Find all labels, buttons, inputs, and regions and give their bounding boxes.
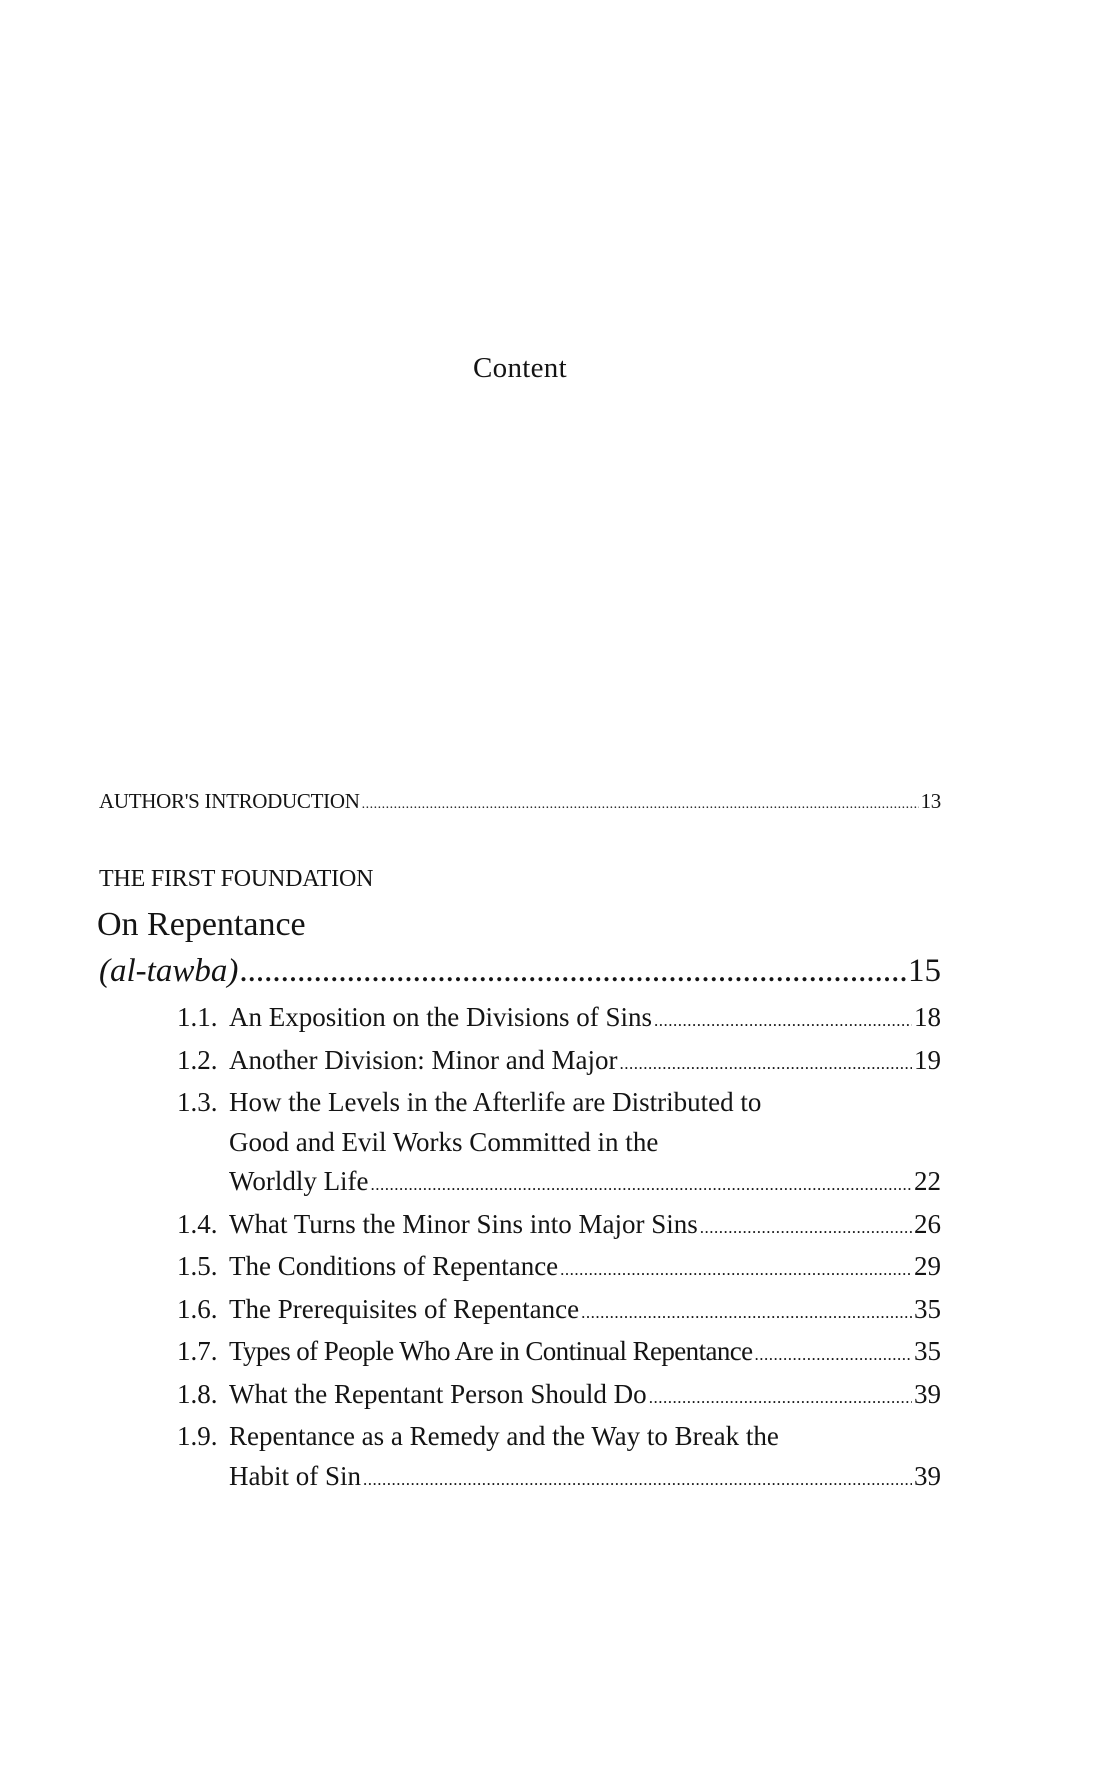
toc-entry-number: 1.5. <box>177 1251 218 1281</box>
toc-entry-1-4[interactable] <box>177 1205 941 1248</box>
section-term: (al-tawba) <box>99 953 239 989</box>
toc-entry-1-1[interactable] <box>177 998 941 1041</box>
toc-page-number: 13 <box>920 789 941 813</box>
toc-entry-label: AUTHOR'S INTRODUCTION <box>99 789 360 813</box>
toc-page-number: 29 <box>914 1251 941 1281</box>
section-heading: On Repentance <box>97 906 306 943</box>
toc-entry-number: 1.6. <box>177 1293 218 1324</box>
toc-entry-label: Another Division: Minor and Major <box>229 1044 618 1075</box>
toc-entry-number: 1.9. <box>177 1421 218 1451</box>
toc-page-number: 39 <box>914 1460 941 1491</box>
dot-leader <box>560 1247 912 1290</box>
dot-leader <box>755 1332 912 1375</box>
dot-leader <box>362 789 919 814</box>
toc-page-number: 26 <box>914 1208 941 1239</box>
dot-leader <box>363 1457 912 1500</box>
toc-entry-number: 1.8. <box>177 1378 218 1409</box>
toc-page-number: 35 <box>914 1336 941 1366</box>
toc-entry-number: 1.3. <box>177 1087 218 1117</box>
toc-entry-label: What the Repentant Person Should Do <box>229 1378 647 1409</box>
toc-entry-label: The Prerequisites of Repentance <box>229 1293 580 1324</box>
toc-entry-label-line: Good and Evil Works Committed in the <box>229 1126 659 1157</box>
toc-entry-1-8[interactable] <box>177 1375 941 1418</box>
toc-entry-introduction[interactable] <box>99 789 941 814</box>
toc-entry-1-2[interactable] <box>177 1041 941 1084</box>
toc-items <box>177 998 941 1499</box>
toc-entry-label-line: Repentance as a Remedy and the Way to Break the <box>229 1421 779 1451</box>
toc-entry-1-5[interactable] <box>177 1247 941 1290</box>
toc-page-number: 15 <box>908 953 941 989</box>
toc-entry-label-line: How the Levels in the Afterlife are Distributed to <box>229 1087 762 1117</box>
dot-leader <box>240 953 906 990</box>
page-title: Content <box>473 352 567 384</box>
toc-entry-1-6[interactable] <box>177 1290 941 1333</box>
dot-leader <box>700 1205 912 1248</box>
dot-leader <box>649 1375 912 1418</box>
toc-entry-number: 1.4. <box>177 1208 218 1239</box>
toc-entry-section[interactable] <box>99 953 941 990</box>
toc-entry-number: 1.1. <box>177 1002 218 1032</box>
toc-entry-label: Types of People Who Are in Continual Repentance <box>229 1336 753 1366</box>
toc-entry-1-7[interactable] <box>177 1332 941 1375</box>
dot-leader <box>619 1041 912 1084</box>
toc-entry-label: The Conditions of Repentance <box>229 1251 559 1281</box>
toc-page-number: 22 <box>914 1166 941 1196</box>
dot-leader <box>371 1162 912 1205</box>
toc-entry-number: 1.7. <box>177 1336 218 1366</box>
dot-leader <box>654 998 912 1041</box>
toc-entry-label: Habit of Sin <box>229 1460 361 1491</box>
toc-entry-label: Worldly Life <box>229 1166 369 1196</box>
toc-entry-number: 1.2. <box>177 1044 218 1075</box>
toc-entry-label: What Turns the Minor Sins into Major Sins <box>229 1208 698 1239</box>
toc-entry-1-9[interactable] <box>177 1417 941 1499</box>
toc-page-number: 18 <box>914 1002 941 1032</box>
toc-page-number: 35 <box>914 1293 941 1324</box>
toc-entry-1-3[interactable] <box>177 1083 941 1205</box>
foundation-label: THE FIRST FOUNDATION <box>99 866 374 892</box>
toc-page-number: 39 <box>914 1378 941 1409</box>
dot-leader <box>581 1290 912 1333</box>
toc-entry-label: An Exposition on the Divisions of Sins <box>229 1002 653 1032</box>
toc-page-number: 19 <box>914 1044 941 1075</box>
